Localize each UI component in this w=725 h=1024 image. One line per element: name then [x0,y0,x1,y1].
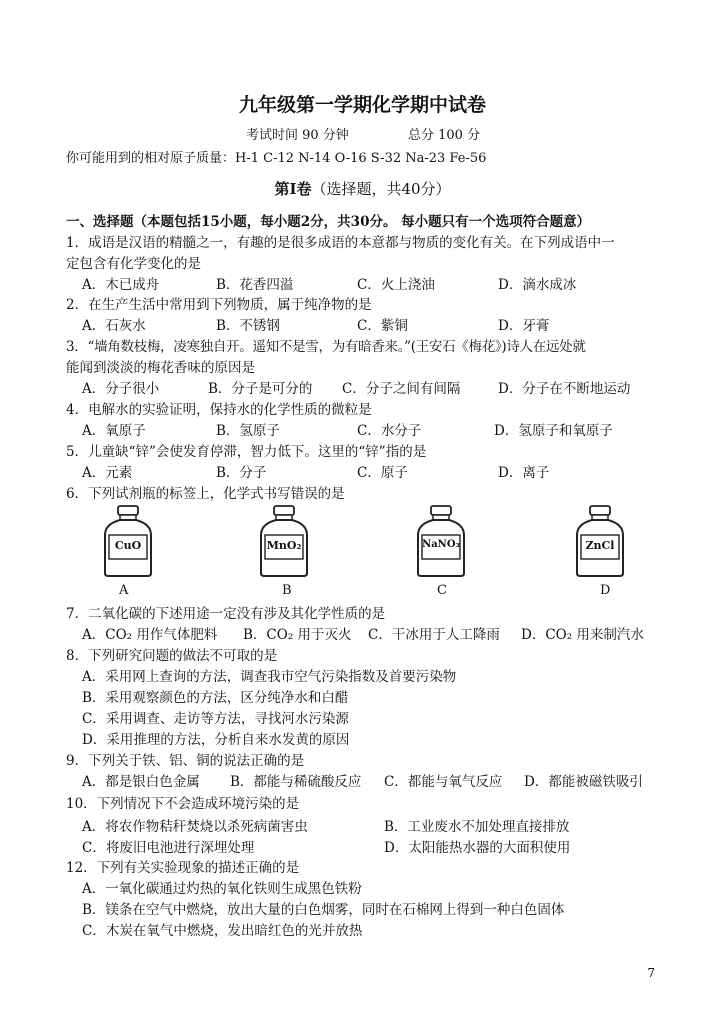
q7-option-d: D．CO₂ 用来制汽水 [521,627,644,643]
exam-title: 九年级第一学期化学期中试卷 [238,94,486,116]
q1-option-b: B．花香四溢 [216,277,294,293]
bottle-b-label: MnO₂ [266,539,302,552]
q5-option-b: B．分子 [216,465,267,481]
q2-text: 2．在生产生活中常用到下列物质，属于纯净物的是 [66,297,372,313]
q12-option-a: A．一氧化碳通过灼热的氧化铁则生成黑色铁粉 [82,881,362,897]
q5-option-d: D．离子 [498,465,550,481]
q3-option-d: D．分子在不断地运动 [498,381,631,397]
bottle-b-letter: B [282,583,292,598]
q5-option-a: A．元素 [82,465,133,481]
q8-option-a: A．采用网上查询的方法，调查我市空气污染指数及首要污染物 [82,669,457,685]
bottle-a-label: CuO [114,539,142,552]
bottle-a-letter: A [119,583,129,598]
q1-line2: 定包含有化学变化的是 [66,256,201,272]
exam-time: 考试时间 90 分钟 [246,128,349,143]
q8-text: 8．下列研究问题的做法不可取的是 [66,648,278,664]
section-heading [0,178,725,199]
q2-option-c: C．紫铜 [357,318,408,334]
q12-option-c: C．木炭在氧气中燃烧，发出暗红色的光并放热 [82,923,363,939]
total-score: 总分 100 分 [408,128,481,143]
part1-heading [66,210,590,230]
q3-option-c: C．分子之间有间隔 [342,381,461,397]
bottle-d-label: ZnCl [585,539,615,552]
q9-option-c: C．都能与氧气反应 [384,774,503,790]
q2-option-a: A．石灰水 [82,318,146,334]
q9-option-a: A．都是银白色金属 [82,774,200,790]
section-name: 第Ⅰ卷 [274,180,312,198]
q8-option-b: B．采用观察颜色的方法，区分纯净水和白醋 [82,690,349,706]
q2-option-d: D．牙膏 [498,318,550,334]
part1-note: （本题包括15小题，每小题2分，共30分。 每小题只有一个选项符合题意） [133,214,591,230]
q3-line2: 能闻到淡淡的梅花香味的原因是 [66,360,255,376]
q1-option-d: D．滴水成冰 [498,277,577,293]
q10-text: 10．下列情况下不会造成环境污染的是 [66,796,300,812]
q7-option-b: B．CO₂ 用于灭火 [243,627,352,643]
q5-option-c: C．原子 [357,465,408,481]
q2-option-b: B．不锈钢 [216,318,280,334]
q7-option-a: A．CO₂ 用作气体肥料 [82,627,218,643]
bottle-d-letter: D [600,583,611,598]
q10-option-c: C．将废旧电池进行深埋处理 [82,840,255,856]
q4-option-d: D．氢原子和氧原子 [494,423,613,439]
q9-text: 9．下列关于铁、铝、铜的说法正确的是 [66,753,305,769]
q10-option-b: B．工业废水不加处理直接排放 [384,819,570,835]
bottle-c-label: NaNO₃ [422,539,460,550]
q1-option-a: A．木已成舟 [82,277,160,293]
q1-line1: 1．成语是汉语的精髓之一，有趣的是很多成语的本意都与物质的变化有关。在下列成语中一 [66,235,615,251]
q7-option-c: C．干冰用于人工降雨 [368,627,500,643]
q12-text: 12．下列有关实验现象的描述正确的是 [66,860,300,876]
q3-option-b: B．分子是可分的 [208,381,313,397]
q9-option-b: B．都能与稀硫酸反应 [230,774,362,790]
q10-option-a: A．将农作物秸秆焚烧以杀死病菌害虫 [82,819,308,835]
q8-option-c: C．采用调查、走访等方法，寻找河水污染源 [82,711,349,727]
q9-option-d: D．都能被磁铁吸引 [524,774,643,790]
bottle-c-letter: C [437,583,447,598]
part1-title: 一、选择题 [66,214,134,230]
q7-text: 7．二氧化碳的下述用途一定没有涉及其化学性质的是 [66,606,386,622]
q3-option-a: A．分子很小 [82,381,160,397]
q1-option-c: C．火上浇油 [357,277,435,293]
q4-option-b: B．氢原子 [216,423,280,439]
q10-option-d: D．太阳能热水器的大面积使用 [384,840,571,856]
atomic-masses: 你可能用到的相对原子质量：H-1 C-12 N-14 O-16 S-32 Na-23 Fe-56 [66,151,487,166]
q4-text: 4．电解水的实验证明，保持水的化学性质的微粒是 [66,402,372,418]
section-desc: （选择题，共40分） [311,180,451,198]
q3-line1: 3．“墙角数枝梅，凌寒独自开。遥知不是雪，为有暗香来。”(王安石《梅花》)诗人在远处就 [66,339,586,355]
q4-option-c: C．水分子 [357,423,422,439]
q12-option-b: B．镁条在空气中燃烧，放出大量的白色烟雾，同时在石棉网上得到一种白色固体 [82,902,565,918]
q6-text: 6．下列试剂瓶的标签上，化学式书写错误的是 [66,486,345,502]
page-number: 7 [647,966,655,980]
q4-option-a: A．氧原子 [82,423,146,439]
q8-option-d: D．采用推理的方法，分析自来水发黄的原因 [82,732,350,748]
q5-text: 5．儿童缺“锌”会使发育停滞，智力低下。这里的“锌”指的是 [66,444,427,460]
